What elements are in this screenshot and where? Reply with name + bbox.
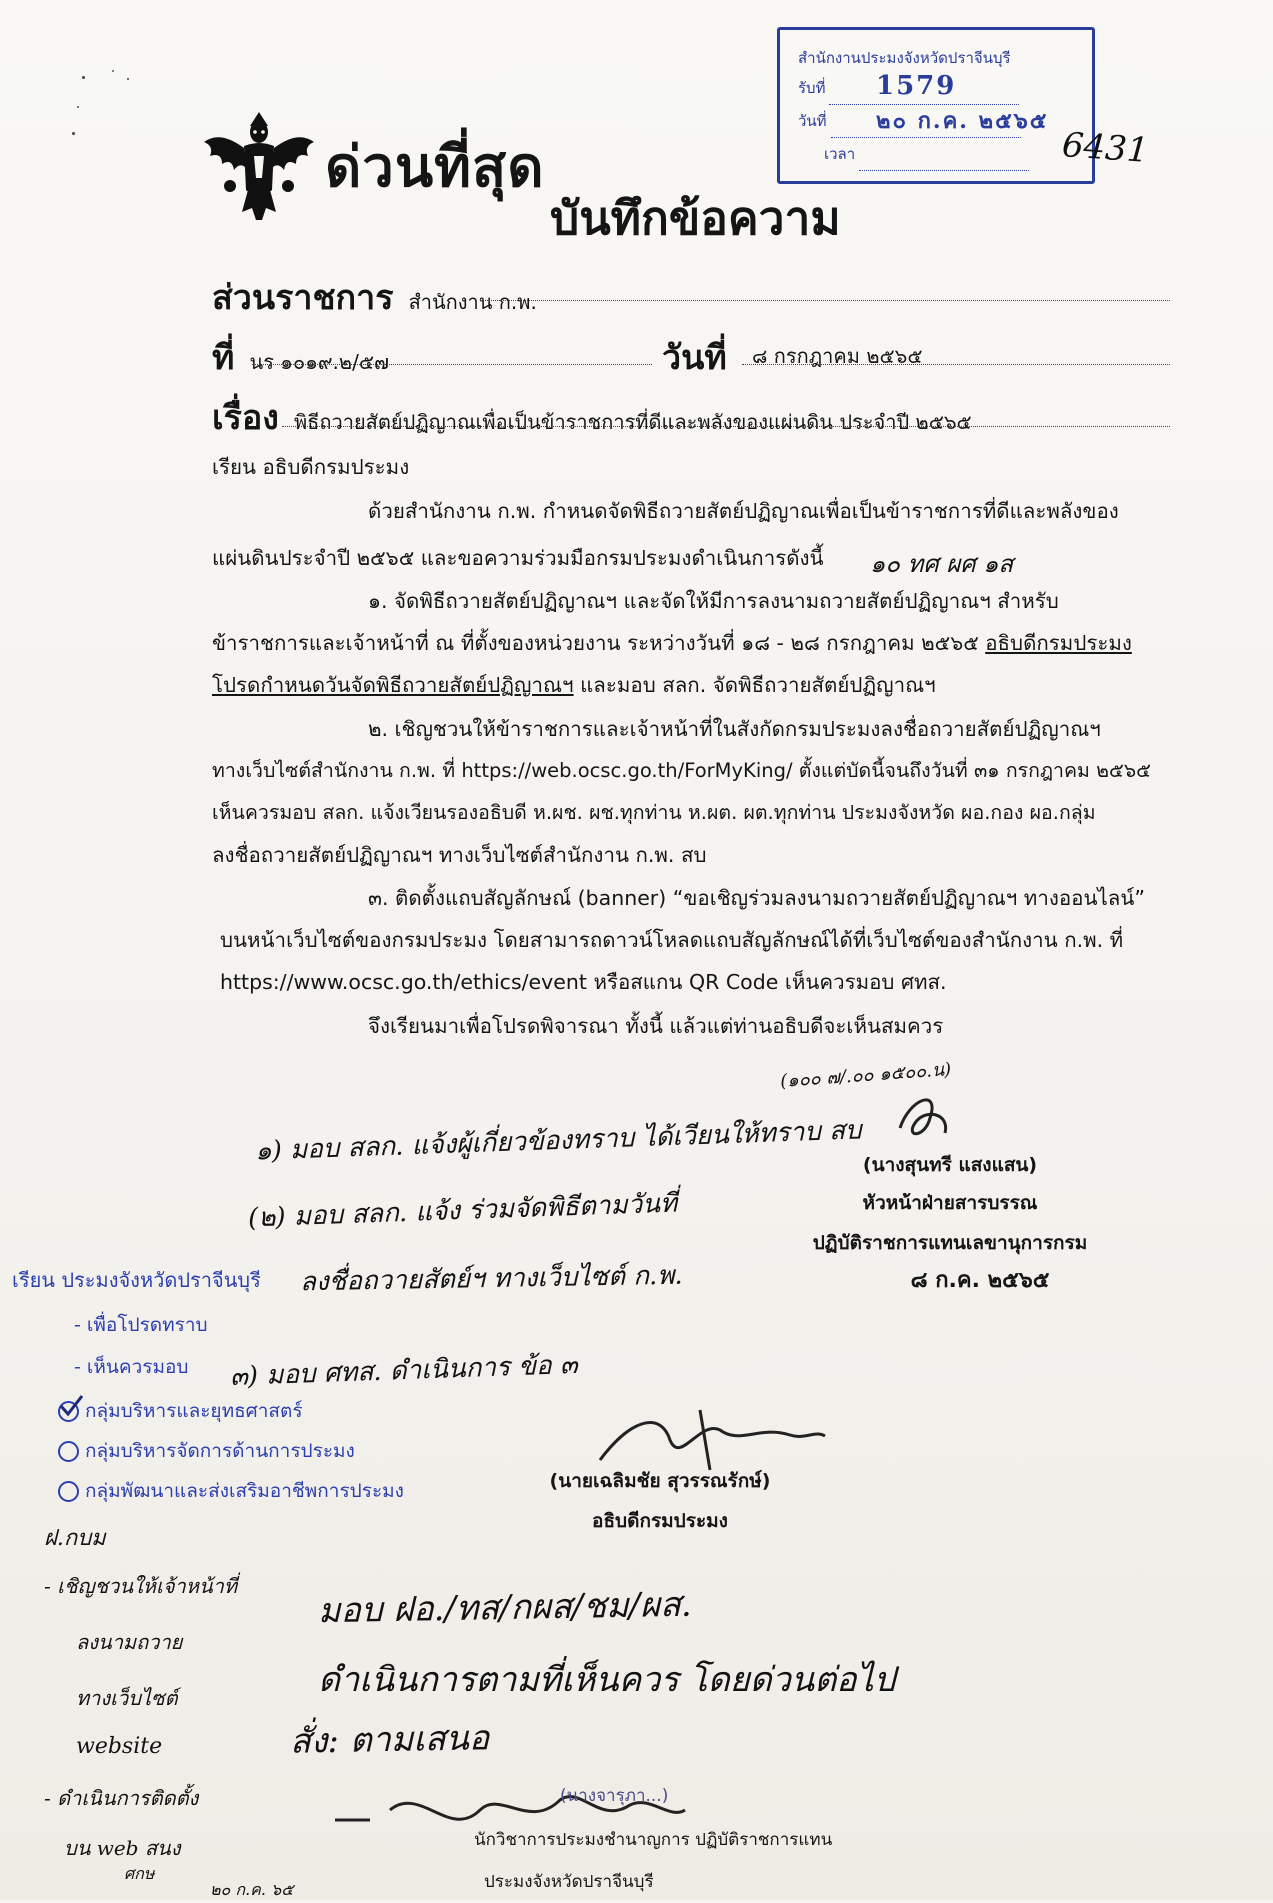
circle-icon[interactable] xyxy=(58,1441,79,1462)
item2-line-2: ทางเว็บไซต์สำนักงาน ก.พ. ที่ https://web.ocsc.go.th/ForMyKing/ ตั้งแต่บัดนี้จนถึงวันที่ ๓๑ กรกฎาคม ๒๕๖๕ xyxy=(212,759,1151,782)
date-value: ๘ กรกฎาคม ๒๕๖๕ xyxy=(752,344,923,368)
stamp-date-label: วันที่ xyxy=(798,112,827,130)
item1-line-3-text: และมอบ สลก. จัดพิธีถวายสัตย์ปฏิญาณฯ xyxy=(573,673,936,697)
stamp-received-label: รับที่ xyxy=(798,79,826,97)
item2-line-3: เห็นควรมอบ สลก. แจ้งเวียนรองอธิบดี ห.ผช. ผช.ทุกท่าน ห.ผต. ผต.ทุกท่าน ประมงจังหวัด ผอ.กอง ผอ.กลุ่ม xyxy=(212,801,1096,824)
stamp-received-no: 1579 xyxy=(876,71,957,101)
handwritten-line-1: ๑) มอบ สลก. แจ้งผู้เกี่ยวข้องทราบ ได้เวียนให้ทราบ สบ xyxy=(254,1115,862,1167)
handwritten-line-3: ๓) มอบ ศทส. ดำเนินการ ข้อ ๓ xyxy=(229,1349,579,1393)
intro-handwritten-note: ๑๐ ทศ ผศ ๑ส xyxy=(870,550,1014,578)
item1-line-2-text: ข้าราชการและเจ้าหน้าที่ ณ ที่ตั้งของหน่วยงาน ระหว่างวันที่ ๑๘ - ๒๘ กรกฎาคม ๒๕๖๕ xyxy=(212,631,986,655)
item1-underlined-text: โปรดกำหนดวันจัดพิธีถวายสัตย์ปฏิญาณฯ xyxy=(212,673,574,697)
item2-line-4: ลงชื่อถวายสัตย์ปฏิญาณฯ ทางเว็บไซต์สำนักงาน ก.พ. สบ xyxy=(212,843,707,867)
memo-title: บันทึกข้อความ xyxy=(550,191,841,245)
agency-label: ส่วนราชการ xyxy=(212,278,394,318)
routing-group-3-label: กลุ่มพัฒนาและส่งเสริมอาชีพการประมง xyxy=(85,1480,404,1502)
signature-3-position-1: นักวิชาการประมงชำนาญการ ปฏิบัติราชการแทน xyxy=(474,1830,833,1850)
field-line xyxy=(282,426,1170,427)
signature-2-position: อธิบดีกรมประมง xyxy=(592,1510,728,1532)
intro-line-2: แผ่นดินประจำปี ๒๕๖๕ และขอความร่วมมือกรมประมงดำเนินการดังนี้ xyxy=(212,546,824,570)
circle-icon[interactable] xyxy=(58,1481,79,1502)
agency-row xyxy=(212,270,1170,318)
ref-date-row xyxy=(212,330,1170,378)
handwritten-left-5: website xyxy=(76,1734,163,1759)
signature-1-name: (นางสุนทรี แสงแสน) xyxy=(862,1154,1038,1176)
field-line xyxy=(482,300,1170,301)
item1-line-3 xyxy=(212,664,936,706)
handwritten-line-2: (๒) มอบ สลก. แจ้ง ร่วมจัดพิธีตามวันที่ xyxy=(247,1188,678,1234)
field-line xyxy=(742,364,1170,365)
item3-line-2: บนหน้าเว็บไซต์ของกรมประมง โดยสามารถดาวน์โหลดแถบสัญลักษณ์ได้ที่เว็บไซต์ของสำนักงาน ก.พ. ที่ xyxy=(220,928,1124,952)
handwritten-line-6: สั่ง: ตามเสนอ xyxy=(289,1718,490,1762)
handwritten-number: 6431 xyxy=(1060,125,1150,171)
closing-line: จึงเรียนมาเพื่อโปรดพิจารณา ทั้งนี้ แล้วแต่ท่านอธิบดีจะเห็นสมควร xyxy=(368,1014,944,1038)
signature-2-name: (นายเฉลิมชัย สุวรรณรักษ์) xyxy=(549,1470,771,1492)
signature-3-name: (นางจารุภา...) xyxy=(560,1786,669,1806)
handwritten-left-7: บน web สนง xyxy=(64,1836,181,1860)
subject-label: เรื่อง xyxy=(212,398,279,438)
handwritten-left-4: ทางเว็บไซต์ xyxy=(76,1686,178,1710)
routing-option-2: - เห็นควรมอบ xyxy=(74,1356,189,1378)
stamp-date-row xyxy=(798,105,1080,138)
handwritten-left-1: ฝ.กบม xyxy=(44,1526,106,1551)
stamp-time-label: เวลา xyxy=(824,145,856,163)
item1-line-1: ๑. จัดพิธีถวายสัตย์ปฏิญาณฯ และจัดให้มีการลงนามถวายสัตย์ปฏิญาณฯ สำหรับ xyxy=(368,589,1059,613)
scan-speckles xyxy=(72,66,152,156)
check-mark-icon xyxy=(58,1394,84,1418)
stamp-dots xyxy=(859,152,1029,171)
handwritten-left-2: - เชิญชวนให้เจ้าหน้าที่ xyxy=(44,1574,238,1598)
handwritten-left-6: - ดำเนินการติดตั้ง xyxy=(44,1786,199,1810)
agency-value: สำนักงาน ก.พ. xyxy=(408,290,537,314)
handwritten-left-9: ๒๐ ก.ค. ๖๕ xyxy=(210,1880,294,1899)
item2-line-1: ๒. เชิญชวนให้ข้าราชการและเจ้าหน้าที่ในสังกัดกรมประมงลงชื่อถวายสัตย์ปฏิญาณฯ xyxy=(368,717,1101,741)
routing-group-2 xyxy=(58,1436,355,1466)
ref-value: นร ๑๐๑๙.๒/๕๗ xyxy=(249,350,389,374)
handwritten-left-3: ลงนามถวาย xyxy=(76,1630,183,1654)
intro-line-1: ด้วยสำนักงาน ก.พ. กำหนดจัดพิธีถวายสัตย์ปฏิญาณเพื่อเป็นข้าราชการที่ดีและพลังของ xyxy=(368,499,1119,523)
handwritten-left-8: ศกษ xyxy=(124,1864,155,1883)
handwritten-top-note: (๑๐๐ ๗/.๐๐ ๑๕๐๐.น) xyxy=(779,1059,952,1092)
stamp-time-row xyxy=(798,138,1080,171)
signature-1-position-1: หัวหน้าฝ่ายสารบรรณ xyxy=(862,1192,1038,1214)
handwritten-line-2b: ลงชื่อถวายสัตย์ฯ ทางเว็บไซต์ ก.พ. xyxy=(299,1260,683,1298)
routing-group-3 xyxy=(58,1476,404,1506)
item3-line-1: ๓. ติดตั้งแถบสัญลักษณ์ (banner) “ขอเชิญร่วมลงนามถวายสัตย์ปฏิญาณฯ ทางออนไลน์” xyxy=(368,886,1145,910)
routing-group-1-label: กลุ่มบริหารและยุทธศาสตร์ xyxy=(85,1400,303,1422)
item1-line-2 xyxy=(212,622,1132,664)
signature-3-position-2: ประมงจังหวัดปราจีนบุรี xyxy=(484,1872,654,1892)
handwritten-line-4: มอบ ฝอ./ทส/กผส/ชม/ผส. xyxy=(317,1584,692,1632)
ref-label: ที่ xyxy=(212,338,235,378)
routing-title: เรียน ประมงจังหวัดปราจีนบุรี xyxy=(12,1268,261,1292)
item3-line-3: https://www.ocsc.go.th/ethics/event หรือสแกน QR Code เห็นควรมอบ ศทส. xyxy=(220,970,947,994)
signature-1-date: ๘ ก.ค. ๒๕๖๕ xyxy=(910,1268,1050,1293)
date-label: วันที่ xyxy=(662,338,727,378)
routing-group-2-label: กลุ่มบริหารจัดการด้านการประมง xyxy=(85,1440,355,1462)
signature-1-position-2: ปฏิบัติราชการแทนเลขานุการกรม xyxy=(812,1232,1088,1254)
field-line xyxy=(252,364,652,365)
routing-option-1: - เพื่อโปรดทราบ xyxy=(74,1314,208,1336)
routing-group-1 xyxy=(58,1396,303,1426)
urgency-heading: ด่วนที่สุด xyxy=(325,135,545,200)
subject-value: พิธีถวายสัตย์ปฏิญาณเพื่อเป็นข้าราชการที่ดีและพลังของแผ่นดิน ประจำปี ๒๕๖๕ xyxy=(294,410,972,434)
handwritten-line-5: ดำเนินการตามที่เห็นควร โดยด่วนต่อไป xyxy=(318,1660,896,1700)
subject-row xyxy=(212,390,1170,438)
signature-1-scribble-icon xyxy=(890,1088,960,1148)
stamp-date-value: ๒๐ ก.ค. ๒๕๖๕ xyxy=(876,108,1049,134)
item1-underlined-text: อธิบดีกรมประมง xyxy=(985,631,1132,655)
garuda-emblem-icon xyxy=(200,112,318,222)
reception-stamp xyxy=(777,27,1095,184)
salutation: เรียน อธิบดีกรมประมง xyxy=(212,455,410,479)
stamp-office: สำนักงานประมงจังหวัดปราจีนบุรี xyxy=(798,49,1011,67)
stamp-received-row xyxy=(798,72,1080,105)
